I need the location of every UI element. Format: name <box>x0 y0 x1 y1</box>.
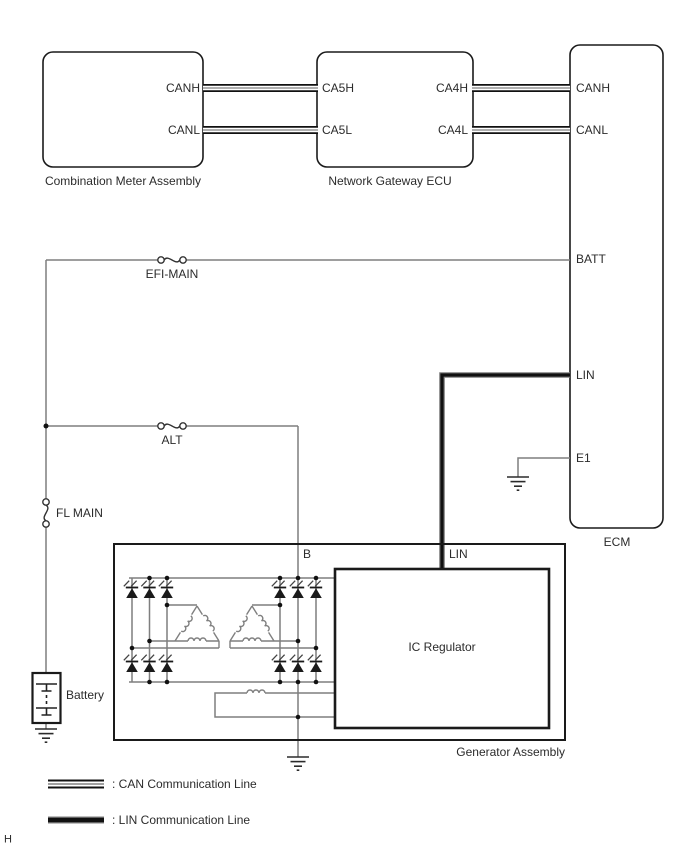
pin-label-cma-canh: CANH <box>165 81 200 95</box>
component-boxes <box>43 45 663 528</box>
fuse-fl-main <box>43 499 49 527</box>
fuse-efi-main <box>158 257 186 263</box>
caption-combination-meter: Combination Meter Assembly <box>44 174 202 188</box>
e1-ground <box>507 477 529 490</box>
diode-columns <box>132 578 316 682</box>
field-coil <box>215 690 335 717</box>
pin-label-nge-ca4l: CA4L <box>437 123 468 137</box>
e1-wire <box>518 458 570 477</box>
pin-label-ecm-lin: LIN <box>576 368 595 382</box>
page-marker: H <box>4 833 12 846</box>
fuse-alt <box>158 423 186 429</box>
winding-taps <box>132 605 316 648</box>
pin-label-ecm-canh: CANH <box>576 81 611 95</box>
junction-dots <box>44 424 319 720</box>
pin-label-ecm-canl: CANL <box>576 123 609 137</box>
lin-wire <box>442 375 570 569</box>
ic-regulator-label: IC Regulator <box>408 640 476 654</box>
diode-bridge <box>124 578 335 682</box>
battery-ground <box>35 729 57 742</box>
caption-ecm: ECM <box>603 535 631 549</box>
fuse-label-alt: ALT <box>161 433 183 447</box>
network-gateway-box <box>317 52 473 167</box>
generator-ground <box>287 757 309 770</box>
battery-symbol <box>33 673 61 723</box>
pin-label-generator-b: B <box>303 547 312 561</box>
battery-label: Battery <box>66 688 105 702</box>
pin-label-nge-ca4h: CA4H <box>435 81 468 95</box>
caption-network-gateway: Network Gateway ECU <box>328 174 452 188</box>
pin-label-ecm-batt: BATT <box>576 252 606 266</box>
combination-meter-box <box>43 52 203 167</box>
stator-windings <box>132 605 316 648</box>
legend-can-label: : CAN Communication Line <box>112 777 257 791</box>
pin-label-nge-ca5h: CA5H <box>322 81 355 95</box>
pin-label-generator-lin: LIN <box>449 547 468 561</box>
legend-lin-label: : LIN Communication Line <box>112 813 251 827</box>
pin-label-nge-ca5l: CA5L <box>322 123 353 137</box>
pin-label-ecm-e1: E1 <box>576 451 591 465</box>
pin-label-cma-canl: CANL <box>167 123 200 137</box>
caption-generator-assembly: Generator Assembly <box>456 745 565 759</box>
fuse-label-efi-main: EFI-MAIN <box>145 267 199 281</box>
fuse-label-fl-main: FL MAIN <box>56 506 103 520</box>
